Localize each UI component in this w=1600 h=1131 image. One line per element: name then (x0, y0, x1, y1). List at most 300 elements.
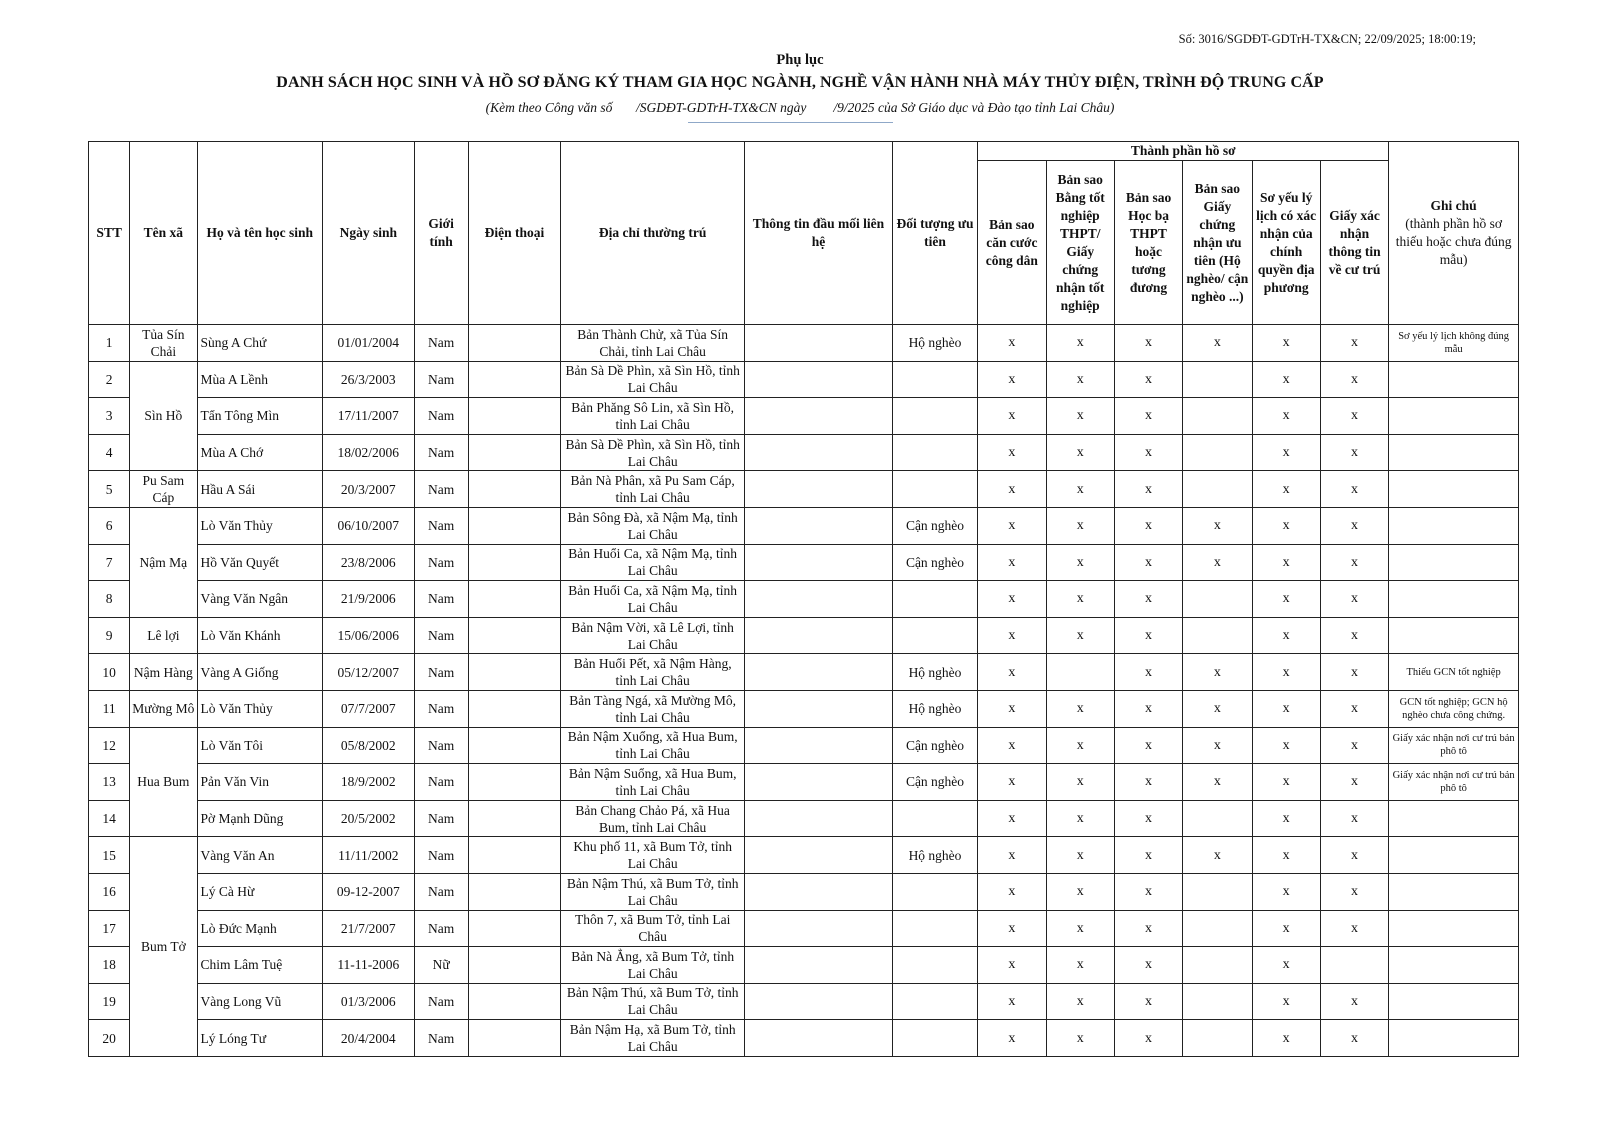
table-row (89, 581, 1519, 618)
cell-commune: Mường Mô (130, 690, 197, 727)
table-row (89, 690, 1519, 727)
table-row (89, 398, 1519, 435)
cell-stt: 4 (89, 434, 130, 471)
cell-contact (745, 800, 893, 837)
cell-address: Bản Sà Dề Phìn, xã Sìn Hồ, tỉnh Lai Châu (561, 434, 745, 471)
cell-gender: Nam (414, 398, 468, 435)
cell-note (1389, 947, 1519, 984)
cell-doc-resume: x (1252, 471, 1320, 508)
cell-doc-priority-certificate (1183, 361, 1252, 398)
cell-doc-id-copy: x (978, 873, 1046, 910)
cell-doc-diploma-copy: x (1046, 507, 1114, 544)
cell-stt: 12 (89, 727, 130, 764)
cell-note (1389, 910, 1519, 947)
cell-phone (468, 398, 560, 435)
cell-student-name: Tẩn Tông Mìn (197, 398, 323, 435)
cell-date-of-birth: 05/8/2002 (323, 727, 414, 764)
cell-phone (468, 471, 560, 508)
cell-date-of-birth: 21/7/2007 (323, 910, 414, 947)
cell-doc-transcript-copy: x (1114, 361, 1182, 398)
table-row (89, 434, 1519, 471)
cell-address: Bản Sà Dề Phìn, xã Sìn Hồ, tỉnh Lai Châu (561, 361, 745, 398)
cell-doc-priority-certificate: x (1183, 764, 1252, 801)
cell-doc-id-copy: x (978, 581, 1046, 618)
cell-doc-resume: x (1252, 910, 1320, 947)
cell-gender: Nam (414, 873, 468, 910)
cell-gender: Nam (414, 361, 468, 398)
cell-student-name: Sùng A Chứ (197, 325, 323, 362)
table-row (89, 837, 1519, 874)
cell-gender: Nam (414, 1020, 468, 1057)
cell-priority: Hộ nghèo (892, 654, 977, 691)
cell-student-name: Lò Văn Thủy (197, 690, 323, 727)
cell-doc-priority-certificate: x (1183, 690, 1252, 727)
cell-doc-residence: x (1320, 873, 1388, 910)
cell-stt: 16 (89, 873, 130, 910)
cell-doc-diploma-copy: x (1046, 910, 1114, 947)
cell-phone (468, 654, 560, 691)
cell-doc-id-copy: x (978, 800, 1046, 837)
cell-doc-resume: x (1252, 398, 1320, 435)
cell-doc-priority-certificate (1183, 434, 1252, 471)
cell-stt: 8 (89, 581, 130, 618)
cell-doc-priority-certificate: x (1183, 837, 1252, 874)
cell-student-name: Lò Văn Khánh (197, 617, 323, 654)
cell-doc-diploma-copy: x (1046, 581, 1114, 618)
cell-date-of-birth: 01/3/2006 (323, 983, 414, 1020)
cell-address: Bản Huổi Pết, xã Nậm Hàng, tỉnh Lai Châu (561, 654, 745, 691)
cell-doc-resume: x (1252, 581, 1320, 618)
cell-doc-transcript-copy: x (1114, 910, 1182, 947)
cell-doc-priority-certificate: x (1183, 544, 1252, 581)
cell-address: Bản Nậm Hạ, xã Bum Tở, tỉnh Lai Châu (561, 1020, 745, 1057)
document-reference: Số: 3016/SGDĐT-GDTrH-TX&CN; 22/09/2025; 18:00:19; (1178, 32, 1476, 46)
header-dossier-group: Thành phần hồ sơ (978, 142, 1389, 161)
cell-doc-residence: x (1320, 471, 1388, 508)
cell-doc-id-copy: x (978, 325, 1046, 362)
cell-contact (745, 544, 893, 581)
cell-phone (468, 581, 560, 618)
cell-gender: Nam (414, 325, 468, 362)
cell-note (1389, 471, 1519, 508)
cell-commune: Lê lợi (130, 617, 197, 654)
cell-doc-transcript-copy: x (1114, 800, 1182, 837)
cell-priority (892, 617, 977, 654)
header-row-top (89, 142, 1519, 161)
cell-doc-priority-certificate (1183, 873, 1252, 910)
header-doc-resume: Sơ yếu lý lịch có xác nhận của chính quyền địa phương (1252, 161, 1320, 325)
cell-doc-residence: x (1320, 581, 1388, 618)
cell-doc-id-copy: x (978, 983, 1046, 1020)
cell-date-of-birth: 18/02/2006 (323, 434, 414, 471)
cell-doc-transcript-copy: x (1114, 507, 1182, 544)
cell-priority (892, 471, 977, 508)
cell-priority (892, 581, 977, 618)
cell-doc-transcript-copy: x (1114, 434, 1182, 471)
cell-doc-diploma-copy: x (1046, 471, 1114, 508)
cell-doc-residence: x (1320, 325, 1388, 362)
cell-address: Thôn 7, xã Bum Tở, tỉnh Lai Châu (561, 910, 745, 947)
cell-doc-residence: x (1320, 544, 1388, 581)
header-gender: Giới tính (414, 142, 468, 325)
cell-gender: Nam (414, 471, 468, 508)
cell-doc-transcript-copy: x (1114, 690, 1182, 727)
cell-doc-diploma-copy: x (1046, 325, 1114, 362)
cell-student-name: Vàng Văn Ngân (197, 581, 323, 618)
cell-phone (468, 764, 560, 801)
cell-contact (745, 1020, 893, 1057)
cell-priority (892, 361, 977, 398)
cell-date-of-birth: 11/11/2002 (323, 837, 414, 874)
cell-doc-resume: x (1252, 983, 1320, 1020)
cell-note: Thiếu GCN tốt nghiệp (1389, 654, 1519, 691)
cell-phone (468, 837, 560, 874)
cell-doc-diploma-copy: x (1046, 617, 1114, 654)
cell-student-name: Lò Văn Tôi (197, 727, 323, 764)
header-notes-title: Ghi chú (1430, 198, 1477, 213)
cell-doc-transcript-copy: x (1114, 873, 1182, 910)
cell-date-of-birth: 26/3/2003 (323, 361, 414, 398)
cell-doc-residence: x (1320, 398, 1388, 435)
cell-doc-transcript-copy: x (1114, 398, 1182, 435)
cell-commune: Hua Bum (130, 727, 197, 837)
cell-doc-diploma-copy: x (1046, 434, 1114, 471)
cell-contact (745, 361, 893, 398)
cell-stt: 1 (89, 325, 130, 362)
cell-doc-priority-certificate (1183, 910, 1252, 947)
cell-doc-priority-certificate (1183, 471, 1252, 508)
cell-address: Bản Nậm Suổng, xã Hua Bum, tỉnh Lai Châu (561, 764, 745, 801)
cell-doc-priority-certificate: x (1183, 325, 1252, 362)
cell-stt: 15 (89, 837, 130, 874)
cell-doc-transcript-copy: x (1114, 947, 1182, 984)
table-row (89, 361, 1519, 398)
cell-phone (468, 910, 560, 947)
cell-gender: Nam (414, 544, 468, 581)
cell-doc-diploma-copy: x (1046, 398, 1114, 435)
cell-doc-resume: x (1252, 947, 1320, 984)
cell-student-name: Chim Lâm Tuệ (197, 947, 323, 984)
cell-doc-id-copy: x (978, 764, 1046, 801)
cell-phone (468, 507, 560, 544)
cell-doc-priority-certificate: x (1183, 507, 1252, 544)
cell-note (1389, 1020, 1519, 1057)
cell-contact (745, 654, 893, 691)
table-row (89, 325, 1519, 362)
header-doc-residence: Giấy xác nhận thông tin về cư trú (1320, 161, 1388, 325)
cell-contact (745, 910, 893, 947)
cell-date-of-birth: 20/5/2002 (323, 800, 414, 837)
cell-doc-diploma-copy: x (1046, 873, 1114, 910)
attachment-note: (Kèm theo Công văn số /SGDĐT-GDTrH-TX&CN ngày /9/2025 của Sở Giáo dục và Đào tạo tỉnh Lai Châu) (485, 100, 1115, 115)
cell-gender: Nam (414, 617, 468, 654)
header-notes-subtitle: (thành phần hồ sơ thiếu hoặc chưa đúng mẫu) (1395, 216, 1512, 267)
cell-doc-diploma-copy: x (1046, 947, 1114, 984)
cell-priority: Cận nghèo (892, 544, 977, 581)
cell-doc-priority-certificate: x (1183, 727, 1252, 764)
cell-doc-resume: x (1252, 1020, 1320, 1057)
cell-stt: 13 (89, 764, 130, 801)
cell-date-of-birth: 06/10/2007 (323, 507, 414, 544)
table-row (89, 471, 1519, 508)
cell-stt: 10 (89, 654, 130, 691)
cell-contact (745, 947, 893, 984)
cell-student-name: Vàng Văn An (197, 837, 323, 874)
cell-stt: 2 (89, 361, 130, 398)
cell-doc-diploma-copy: x (1046, 727, 1114, 764)
table-row (89, 727, 1519, 764)
cell-priority (892, 398, 977, 435)
cell-gender: Nam (414, 837, 468, 874)
cell-doc-diploma-copy: x (1046, 544, 1114, 581)
table-row (89, 1020, 1519, 1057)
cell-doc-residence: x (1320, 800, 1388, 837)
cell-student-name: Lò Văn Thủy (197, 507, 323, 544)
cell-stt: 19 (89, 983, 130, 1020)
table-row (89, 544, 1519, 581)
cell-date-of-birth: 20/4/2004 (323, 1020, 414, 1057)
cell-contact (745, 690, 893, 727)
cell-gender: Nam (414, 581, 468, 618)
cell-date-of-birth: 07/7/2007 (323, 690, 414, 727)
cell-note (1389, 507, 1519, 544)
cell-doc-id-copy: x (978, 910, 1046, 947)
cell-doc-transcript-copy: x (1114, 837, 1182, 874)
cell-note: Giấy xác nhận nơi cư trú bản phô tô (1389, 727, 1519, 764)
cell-contact (745, 983, 893, 1020)
cell-student-name: Pờ Mạnh Dũng (197, 800, 323, 837)
cell-stt: 20 (89, 1020, 130, 1057)
table-row (89, 654, 1519, 691)
cell-doc-id-copy: x (978, 837, 1046, 874)
cell-gender: Nam (414, 910, 468, 947)
cell-address: Bản Thành Chử, xã Tủa Sín Chải, tỉnh Lai Châu (561, 325, 745, 362)
cell-address: Bản Sông Đà, xã Nậm Mạ, tỉnh Lai Châu (561, 507, 745, 544)
cell-contact (745, 398, 893, 435)
table-row (89, 873, 1519, 910)
cell-contact (745, 471, 893, 508)
cell-phone (468, 947, 560, 984)
cell-note (1389, 873, 1519, 910)
cell-address: Bản Nà Phân, xã Pu Sam Cáp, tỉnh Lai Châu (561, 471, 745, 508)
cell-doc-id-copy: x (978, 1020, 1046, 1057)
cell-commune: Nậm Mạ (130, 507, 197, 617)
cell-priority: Hộ nghèo (892, 837, 977, 874)
cell-doc-id-copy: x (978, 434, 1046, 471)
cell-note (1389, 544, 1519, 581)
cell-date-of-birth: 18/9/2002 (323, 764, 414, 801)
cell-stt: 17 (89, 910, 130, 947)
cell-doc-resume: x (1252, 617, 1320, 654)
cell-student-name: Vàng Long Vũ (197, 983, 323, 1020)
cell-doc-id-copy: x (978, 947, 1046, 984)
cell-note (1389, 800, 1519, 837)
cell-doc-residence: x (1320, 507, 1388, 544)
cell-gender: Nam (414, 654, 468, 691)
table-row (89, 617, 1519, 654)
cell-stt: 5 (89, 471, 130, 508)
cell-phone (468, 325, 560, 362)
cell-doc-resume: x (1252, 434, 1320, 471)
cell-date-of-birth: 23/8/2006 (323, 544, 414, 581)
cell-address: Bản Phăng Sô Lin, xã Sìn Hồ, tỉnh Lai Châu (561, 398, 745, 435)
cell-doc-residence: x (1320, 837, 1388, 874)
cell-gender: Nam (414, 434, 468, 471)
cell-doc-residence: x (1320, 764, 1388, 801)
cell-contact (745, 837, 893, 874)
cell-doc-residence: x (1320, 361, 1388, 398)
cell-doc-priority-certificate (1183, 617, 1252, 654)
cell-priority (892, 873, 977, 910)
cell-doc-diploma-copy: x (1046, 800, 1114, 837)
cell-doc-resume: x (1252, 507, 1320, 544)
table-row (89, 764, 1519, 801)
cell-doc-residence: x (1320, 690, 1388, 727)
table-row (89, 507, 1519, 544)
cell-doc-priority-certificate (1183, 581, 1252, 618)
cell-doc-diploma-copy: x (1046, 361, 1114, 398)
cell-address: Bản Tàng Ngá, xã Mường Mô, tỉnh Lai Châu (561, 690, 745, 727)
cell-doc-priority-certificate (1183, 1020, 1252, 1057)
cell-priority: Hộ nghèo (892, 325, 977, 362)
cell-priority (892, 800, 977, 837)
cell-commune: Bum Tở (130, 837, 197, 1057)
cell-doc-transcript-copy: x (1114, 325, 1182, 362)
cell-stt: 9 (89, 617, 130, 654)
cell-contact (745, 764, 893, 801)
cell-doc-residence: x (1320, 727, 1388, 764)
header-doc-diploma-copy: Bản sao Bằng tốt nghiệp THPT/ Giấy chứng nhận tốt nghiệp (1046, 161, 1114, 325)
cell-phone (468, 873, 560, 910)
cell-contact (745, 581, 893, 618)
cell-doc-diploma-copy (1046, 654, 1114, 691)
cell-doc-id-copy: x (978, 471, 1046, 508)
header-notes (1389, 142, 1519, 325)
cell-address: Bản Huổi Ca, xã Nậm Mạ, tỉnh Lai Châu (561, 581, 745, 618)
header-priority: Đối tượng ưu tiên (892, 142, 977, 325)
cell-phone (468, 727, 560, 764)
cell-doc-id-copy: x (978, 507, 1046, 544)
cell-doc-resume: x (1252, 325, 1320, 362)
table-row (89, 947, 1519, 984)
cell-gender: Nam (414, 800, 468, 837)
cell-doc-resume: x (1252, 654, 1320, 691)
header-commune: Tên xã (130, 142, 197, 325)
cell-contact (745, 873, 893, 910)
cell-doc-diploma-copy: x (1046, 1020, 1114, 1057)
cell-gender: Nam (414, 507, 468, 544)
cell-address: Bản Nậm Xuổng, xã Hua Bum, tỉnh Lai Châu (561, 727, 745, 764)
cell-note: Sơ yếu lý lịch không đúng mẫu (1389, 325, 1519, 362)
cell-doc-diploma-copy: x (1046, 764, 1114, 801)
cell-gender: Nam (414, 727, 468, 764)
cell-doc-residence: x (1320, 983, 1388, 1020)
cell-doc-diploma-copy: x (1046, 690, 1114, 727)
header-student-name: Họ và tên học sinh (197, 142, 323, 325)
cell-phone (468, 1020, 560, 1057)
cell-doc-residence: x (1320, 1020, 1388, 1057)
cell-priority: Hộ nghèo (892, 690, 977, 727)
cell-stt: 6 (89, 507, 130, 544)
cell-commune: Sìn Hồ (130, 361, 197, 471)
cell-stt: 18 (89, 947, 130, 984)
cell-note (1389, 434, 1519, 471)
cell-doc-transcript-copy: x (1114, 617, 1182, 654)
cell-doc-residence: x (1320, 434, 1388, 471)
cell-contact (745, 727, 893, 764)
cell-doc-id-copy: x (978, 690, 1046, 727)
cell-doc-id-copy: x (978, 617, 1046, 654)
cell-priority (892, 1020, 977, 1057)
cell-doc-priority-certificate (1183, 947, 1252, 984)
cell-doc-resume: x (1252, 690, 1320, 727)
cell-address: Bản Huổi Ca, xã Nậm Mạ, tỉnh Lai Châu (561, 544, 745, 581)
cell-date-of-birth: 05/12/2007 (323, 654, 414, 691)
cell-contact (745, 325, 893, 362)
table-row (89, 983, 1519, 1020)
cell-doc-diploma-copy: x (1046, 837, 1114, 874)
cell-student-name: Vàng A Giống (197, 654, 323, 691)
cell-date-of-birth: 01/01/2004 (323, 325, 414, 362)
cell-date-of-birth: 09-12-2007 (323, 873, 414, 910)
cell-doc-priority-certificate (1183, 983, 1252, 1020)
cell-doc-transcript-copy: x (1114, 654, 1182, 691)
cell-doc-resume: x (1252, 764, 1320, 801)
cell-student-name: Hầu A Sái (197, 471, 323, 508)
cell-student-name: Pản Văn Vin (197, 764, 323, 801)
cell-date-of-birth: 20/3/2007 (323, 471, 414, 508)
cell-note (1389, 983, 1519, 1020)
cell-phone (468, 800, 560, 837)
cell-doc-residence (1320, 947, 1388, 984)
cell-note (1389, 361, 1519, 398)
cell-address: Bản Nậm Thú, xã Bum Tở, tỉnh Lai Châu (561, 983, 745, 1020)
cell-priority: Cận nghèo (892, 727, 977, 764)
cell-contact (745, 617, 893, 654)
cell-phone (468, 361, 560, 398)
cell-doc-priority-certificate (1183, 398, 1252, 435)
cell-gender: Nam (414, 764, 468, 801)
cell-doc-resume: x (1252, 873, 1320, 910)
cell-stt: 3 (89, 398, 130, 435)
cell-priority: Cận nghèo (892, 507, 977, 544)
header-doc-priority-certificate: Bản sao Giấy chứng nhận ưu tiên (Hộ nghèo/ cận nghèo ...) (1183, 161, 1252, 325)
cell-address: Bản Nà Ẳng, xã Bum Tở, tỉnh Lai Châu (561, 947, 745, 984)
cell-priority (892, 434, 977, 471)
cell-doc-transcript-copy: x (1114, 471, 1182, 508)
document-title: DANH SÁCH HỌC SINH VÀ HỒ SƠ ĐĂNG KÝ THAM GIA HỌC NGÀNH, NGHỀ VẬN HÀNH NHÀ MÁY THỦY ĐIỆN, TRÌNH ĐỘ TRUNG CẤP (276, 74, 1324, 91)
cell-doc-resume: x (1252, 800, 1320, 837)
cell-note: GCN tốt nghiệp; GCN hộ nghèo chưa công chứng. (1389, 690, 1519, 727)
cell-stt: 14 (89, 800, 130, 837)
cell-phone (468, 544, 560, 581)
cell-address: Bản Nậm Thú, xã Bum Tở, tỉnh Lai Châu (561, 873, 745, 910)
cell-priority (892, 983, 977, 1020)
cell-note (1389, 617, 1519, 654)
cell-student-name: Lò Đức Mạnh (197, 910, 323, 947)
cell-contact (745, 507, 893, 544)
cell-doc-id-copy: x (978, 727, 1046, 764)
cell-student-name: Mùa A Lềnh (197, 361, 323, 398)
student-list-table (88, 141, 1519, 1057)
cell-doc-resume: x (1252, 544, 1320, 581)
cell-doc-transcript-copy: x (1114, 727, 1182, 764)
cell-student-name: Hồ Văn Quyết (197, 544, 323, 581)
cell-doc-residence: x (1320, 617, 1388, 654)
cell-phone (468, 434, 560, 471)
table-body (89, 325, 1519, 1057)
cell-priority (892, 947, 977, 984)
